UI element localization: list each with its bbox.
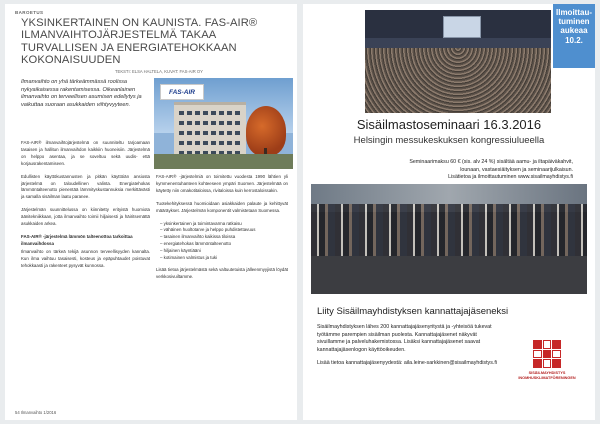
article-paragraph: FAS-AIR® ilmanvaihtojärjestelmä on suunniteltu tarjoamaan tasaisen ja hallitun ilmanvaihdon kaikkiin huoneisiin. Järjestelmä on helppo asentaa, ja se soveltuu sekä uudis- että korjausrakentamiseen. bbox=[21, 140, 150, 166]
logo-mark-icon bbox=[533, 340, 561, 368]
feature-list-item: – tasainen ilmanvaihto kaikissa tiloissa bbox=[160, 234, 236, 240]
feature-list-item: – energiatehokas lämmöntalteenotto bbox=[160, 241, 232, 247]
stage bbox=[365, 38, 551, 48]
article-paragraph: Järjestelmän suunnittelussa on kiinnitetty erityistä huomiota äänitekniikkaan, jotta ilmanvaihto toimii hiljaisesti ja häiritsemättä asukkaiden arkea. bbox=[21, 207, 150, 227]
window-row bbox=[179, 111, 241, 115]
projection-screen bbox=[443, 16, 481, 38]
building-photo bbox=[154, 78, 293, 169]
sisailmayhdistys-logo bbox=[509, 340, 585, 388]
window-row bbox=[179, 121, 241, 125]
join-contact[interactable]: Lisää tietoa kannattajajäsenyydestä: aila.leine-sarkkinen@sisailmayhdistys.fi bbox=[317, 360, 497, 367]
seminar-info bbox=[311, 159, 587, 182]
article-paragraph: Edullisten käyttökustannusten ja pitkän käyttöiän ansiosta järjestelmä on taloudellinen valinta. Energiatehokas lämmöntalteenotto pienentää lämmityskustannuksia merkittävästi ja samalla sisäilman laatu paranee. bbox=[21, 173, 150, 200]
article-byline: TEKSTI: ELSA HALTELA, KUVAT: FAS-AIR OY bbox=[115, 69, 203, 74]
seminar-title: Sisäilmastoseminaari 16.3.2016 bbox=[356, 117, 542, 132]
audience bbox=[365, 48, 551, 113]
article-paragraph: Lisää tietoa järjestelmästä sekä valtuutetuista jälleenmyyjistä löydät verkkosivuiltamme. bbox=[156, 266, 288, 279]
article-paragraph: FAS-AIR® -järjestelmiä on toimitettu vuodesta 1990 lähtien yli kymmenentuhanteen kohteeseen ympäri Suomen. Järjestelmää on käytetty niin omakotitaloissa, rivitaloissa kuin kerrostaloissakin. bbox=[156, 174, 288, 193]
article-paragraph: Ilmanvaihto on tärkeä tekijä asunnon terveellisyyden kannalta. Kun ilma vaihtuu tasaisesti, kosteus ja epäpuhtaudet poistuvat tehokkaasti ja rakenteet pysyvät kunnossa. bbox=[21, 248, 150, 268]
seminar-subtitle: Helsingin messukeskuksen kongressiulueella bbox=[353, 135, 545, 146]
article-paragraph: Tuotekehityksessä huomioidaan asiakkaiden palaute ja kehittyvät määräykset. Järjestelmän komponentit valmistetaan Suomessa. bbox=[156, 200, 288, 213]
window-row bbox=[179, 131, 241, 135]
join-paragraph: Sisäilmayhdistyksen lähes 200 kannattajajäsenyritystä ja -yhteisöä tukevat työtämme parempien sisäilman puolesta. Kannattajajäsenet näkyvät sivuillamme ja palveluhakemistossa. Lisäksi kannattajajäsenet saavat kannattajajäsenlogon käyttöoikeuden. bbox=[317, 324, 492, 353]
feature-list-item: – yksinkertainen ja toimintavarma ratkaisu bbox=[160, 220, 242, 226]
seminar-info-line: lounaan, vastaesiäityksen ja seminaarijulkaisun. bbox=[460, 166, 573, 173]
article-column-a bbox=[21, 140, 150, 402]
article-lead: Ilmanvaihto on yhä tärkeämmässä roolissa nykyaikaisessa rakentamisessa. Oikeanlainen ilmanvaihto on terveellisen asumisen edellytys ja vaikuttaa suoraan asukkaiden viihtyvyyteen. bbox=[21, 79, 142, 108]
seminar-info-link[interactable]: Lisätietoa ja ilmoittautuminen www.sisailmayhdistys.fi bbox=[448, 174, 573, 181]
photo-floor bbox=[311, 256, 587, 294]
photo-ground bbox=[154, 154, 293, 169]
join-text bbox=[317, 324, 497, 374]
fas-air-logo-sign: FAS-AIR bbox=[160, 84, 204, 100]
photo-building-shape bbox=[174, 102, 246, 158]
right-page bbox=[303, 4, 595, 420]
article-subheading: FAS-AIR® -järjestelmä lämmön talteenottoa tarkoittaa ilmanvaihdossa bbox=[21, 233, 133, 246]
feature-list bbox=[156, 221, 288, 262]
left-page bbox=[5, 4, 297, 420]
seminar-info-line: Seminaarimaksu 60 € (sis. alv 24 %) sisältää aamu- ja iltapäiväkahvit, bbox=[409, 159, 573, 165]
feature-list-item: – kotimainen valmistus ja tuki bbox=[160, 255, 218, 261]
section-tag: BAROETUS bbox=[15, 10, 44, 15]
article-column-b bbox=[156, 174, 288, 398]
feature-list-item: – hiljainen käyntiääni bbox=[160, 248, 201, 254]
window-row bbox=[179, 141, 241, 145]
logo-name: SISÄILMAYHDISTYS INOMHUSKLIMATFÖRENINGEN bbox=[518, 371, 576, 380]
exhibition-crowd-photo bbox=[311, 184, 587, 294]
join-title: Liity Sisäilmayhdistyksen kannattajajäseneksi bbox=[317, 306, 509, 317]
feature-list-item: – vähäinen huoltotarve ja helppo puhdistettavuus bbox=[160, 227, 256, 233]
seminar-hall-photo bbox=[365, 10, 551, 113]
article-headline: YKSINKERTAINEN ON KAUNISTA. FAS-AIR® ILMANVAIHTOJÄRJESTELMÄ TAKAA TURVALLISEN JA ENERGIATEHOKKAAN KOKONAISUUDEN bbox=[21, 17, 258, 67]
registration-ribbon: Ilmoittau-tuminen aukeaa 10.2. bbox=[553, 4, 595, 68]
page-footer: 54 Ilmanvaihto 1/2016 bbox=[15, 410, 57, 415]
